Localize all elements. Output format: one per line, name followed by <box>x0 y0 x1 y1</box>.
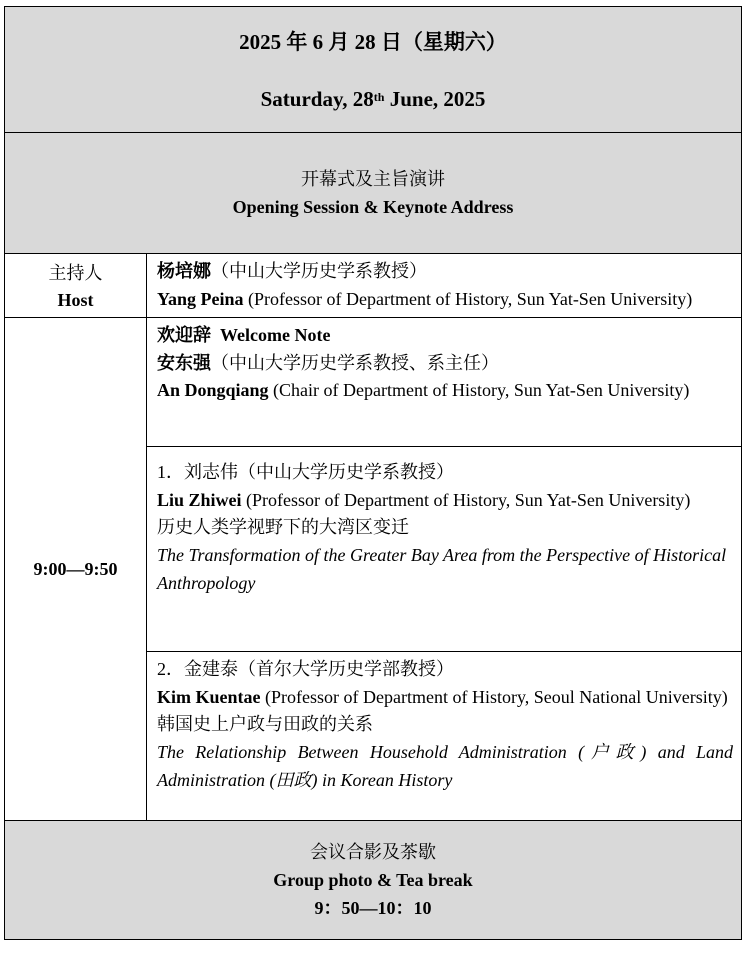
host-name-en-line: Yang Peina (Professor of Department of History, Sun Yat-Sen University) <box>157 288 693 309</box>
host-label-cell <box>5 254 147 318</box>
schedule-table <box>4 6 742 940</box>
talk-1-topic-en: The Transformation of the Greater Bay Area from the Perspective of Historical Anthropology <box>157 544 727 593</box>
session-time: 9:00—9:50 <box>33 558 118 579</box>
break-title-en: Group photo & Tea break <box>273 870 473 891</box>
welcome-note-cell <box>147 318 742 447</box>
host-name-zh-line: 杨培娜（中山大学历史学系教授） <box>157 261 427 281</box>
schedule-page <box>4 6 740 940</box>
talk-2-speaker-zh: 2．金建泰（首尔大学历史学部教授） <box>157 659 454 680</box>
talk-2-topic-en: The Relationship Between Household Administration (户政) and Land Administration (田政) in Korean History <box>157 741 733 790</box>
date-header <box>5 7 742 133</box>
host-label-en: Host <box>57 289 94 310</box>
session-time-cell <box>5 318 147 821</box>
talk-1-speaker-zh: 1．刘志伟（中山大学历史学系教授） <box>157 462 454 483</box>
talk-1-speaker-en: Liu Zhiwei (Professor of Department of History, Sun Yat-Sen University) <box>157 489 691 510</box>
talk-2-topic-zh: 韩国史上户政与田政的关系 <box>157 714 373 735</box>
break-time: 9：50—10：10 <box>314 898 432 919</box>
talk-2-cell <box>147 652 742 821</box>
welcome-speaker-en: An Dongqiang (Chair of Department of History, Sun Yat-Sen University) <box>157 380 690 401</box>
opening-header <box>5 133 742 254</box>
welcome-speaker-zh: 安东强（中山大学历史学系教授、系主任） <box>157 352 499 373</box>
date-zh: 2025 年 6 月 28 日（星期六） <box>239 30 507 54</box>
talk-2-speaker-en: Kim Kuentae (Professor of Department of History, Seoul National University) <box>157 686 728 707</box>
talk-1-topic-zh: 历史人类学视野下的大湾区变迁 <box>157 517 409 538</box>
opening-title-en: Opening Session & Keynote Address <box>232 197 514 217</box>
break-title-zh: 会议合影及茶歇 <box>310 842 436 863</box>
break-header <box>5 821 742 940</box>
host-info-cell <box>147 254 742 318</box>
talk-1-cell <box>147 447 742 652</box>
opening-title-zh: 开幕式及主旨演讲 <box>301 169 445 189</box>
date-en: Saturday, 28th June, 2025 <box>260 87 486 111</box>
host-label-zh: 主持人 <box>48 262 103 283</box>
welcome-heading: 欢迎辞 Welcome Note <box>157 325 331 346</box>
